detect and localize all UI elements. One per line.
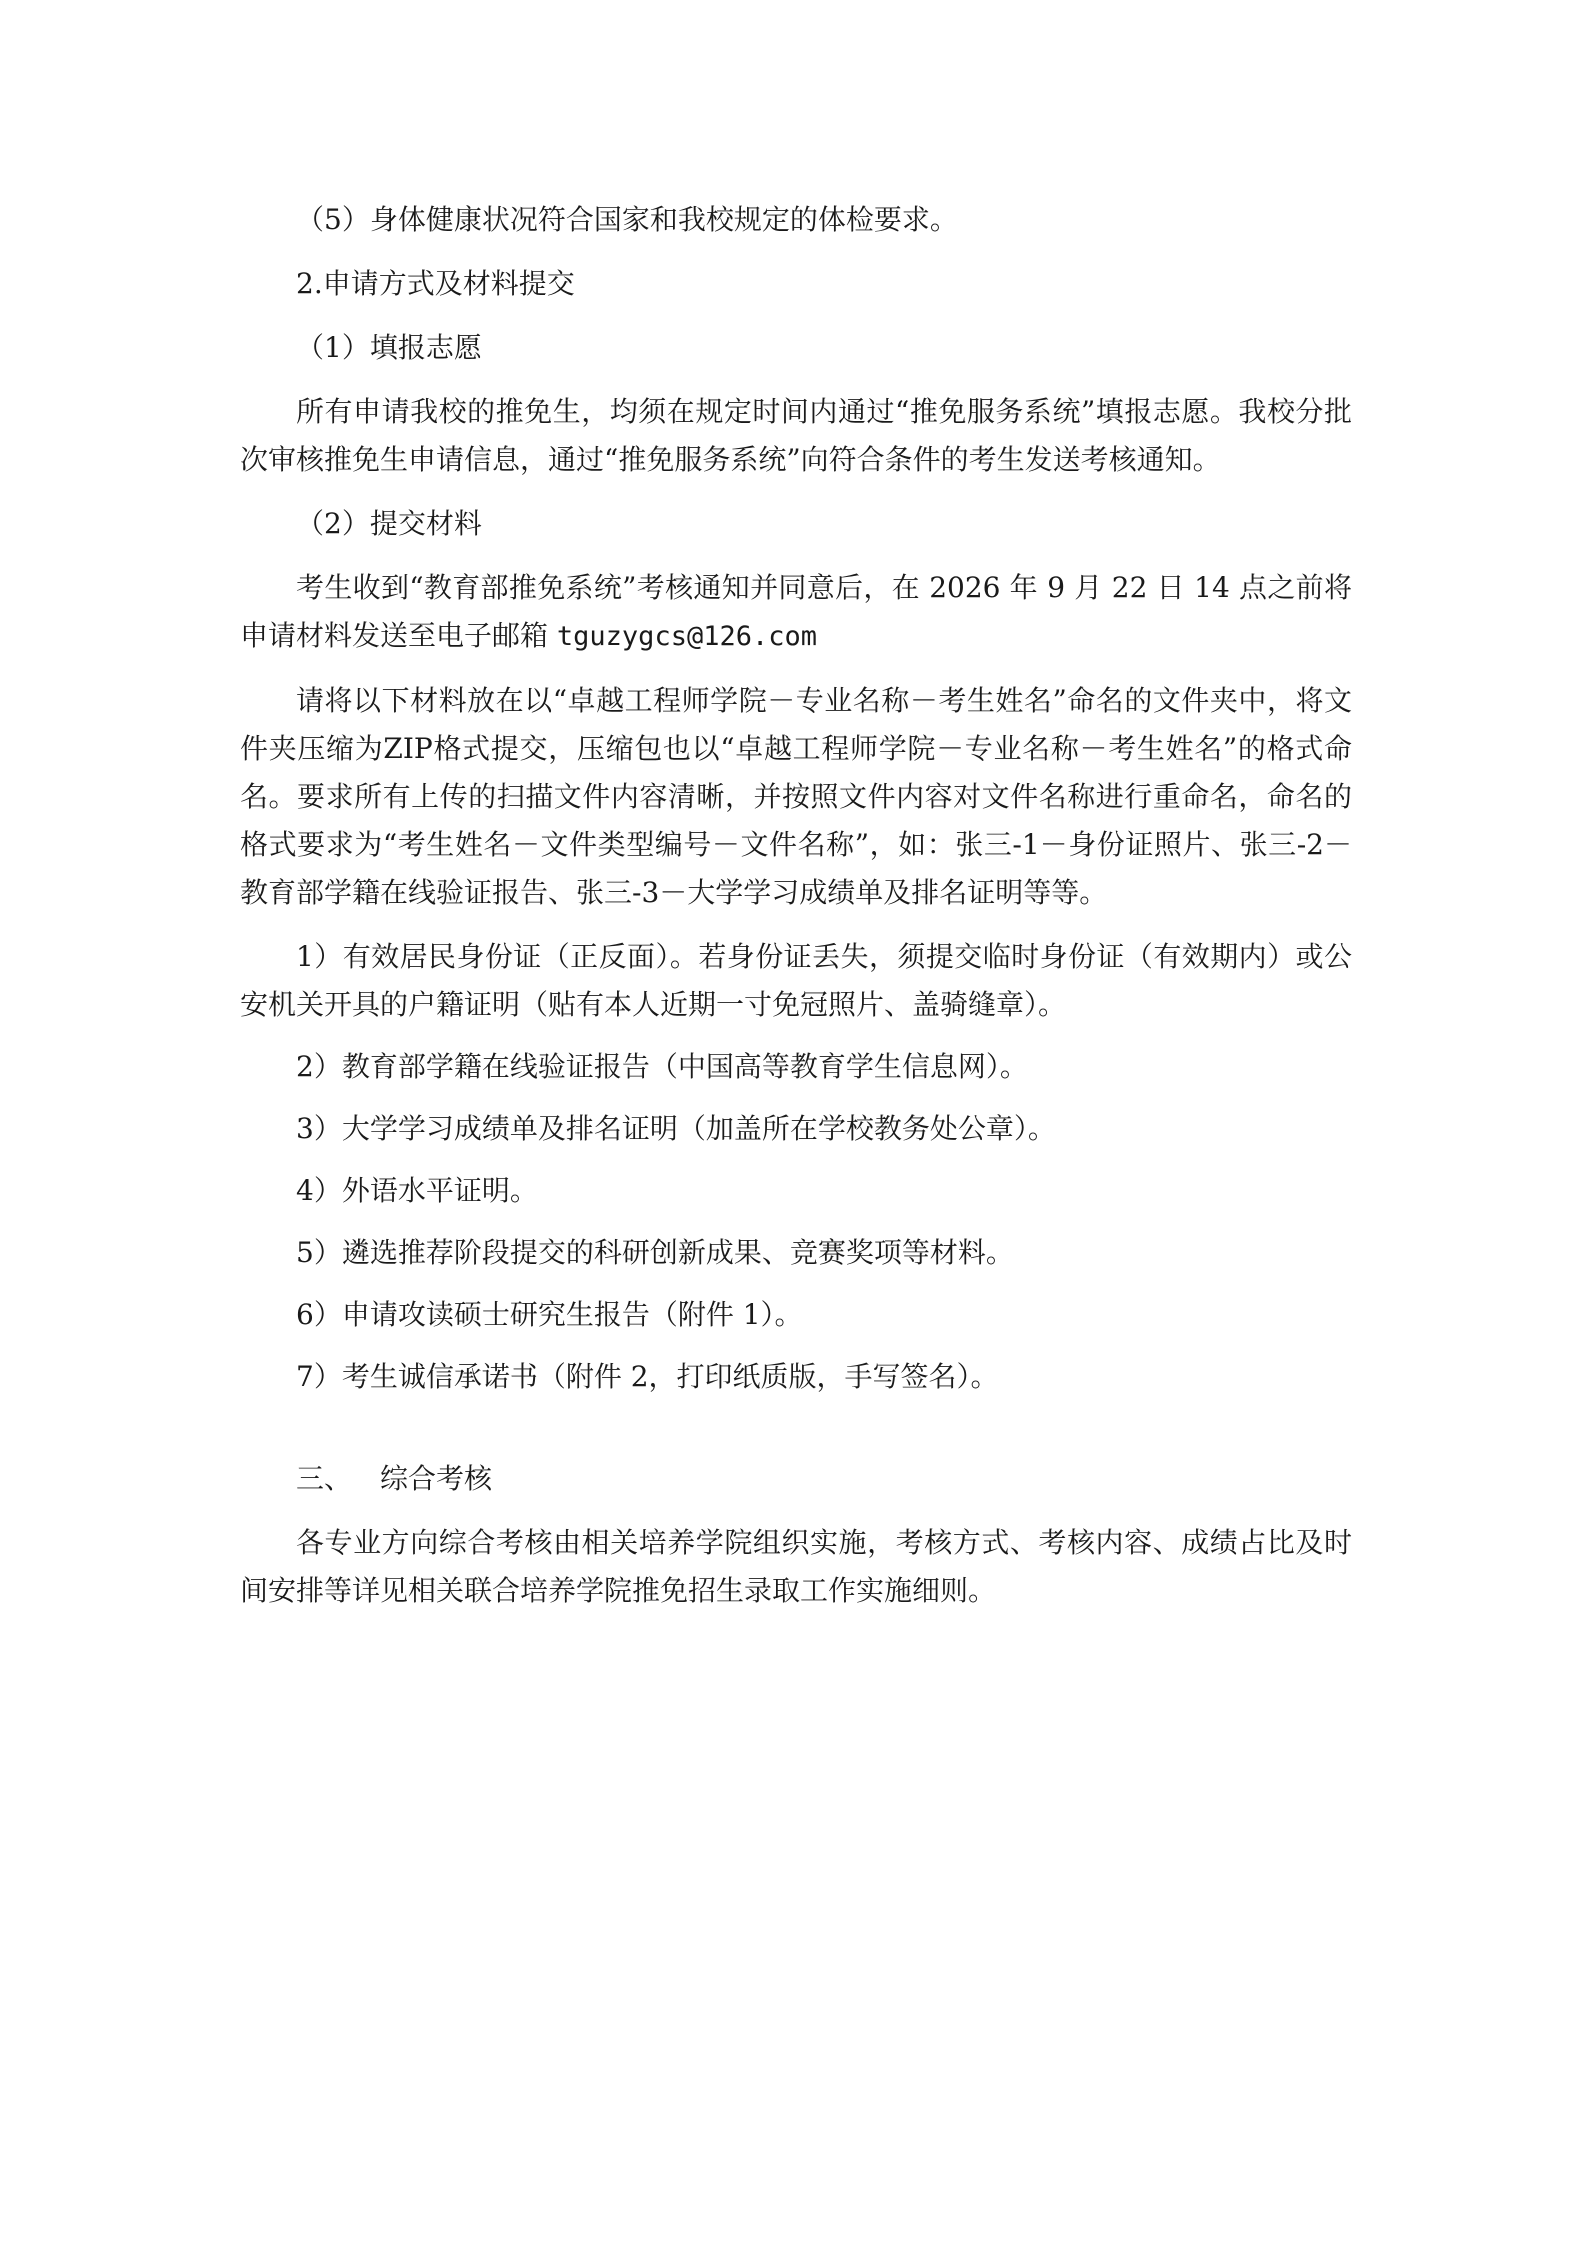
subsection-2-title: （2）提交材料 xyxy=(296,507,482,540)
material-item-2: 2）教育部学籍在线验证报告（中国高等教育学生信息网）。 xyxy=(296,1050,1028,1083)
subsection-1-title: （1）填报志愿 xyxy=(296,331,482,364)
section-3-heading xyxy=(240,1455,1352,1503)
section-3-body: 各专业方向综合考核由相关培养学院组织实施，考核方式、考核内容、成绩占比及时间安排等详见相关联合培养学院推免招生录取工作实施细则。 xyxy=(240,1526,1352,1607)
material-item-6: 6）申请攻读硕士研究生报告（附件 1）。 xyxy=(296,1298,803,1331)
document-page xyxy=(240,196,1352,1631)
material-item-7: 7）考生诚信承诺书（附件 2，打印纸质版，手写签名）。 xyxy=(296,1360,999,1393)
material-item-1: 1）有效居民身份证（正反面）。若身份证丢失，须提交临时身份证（有效期内）或公安机关开具的户籍证明（贴有本人近期一寸免冠照片、盖骑缝章）。 xyxy=(240,940,1352,1021)
section-2-title: 2.申请方式及材料提交 xyxy=(296,267,575,300)
material-item-5: 5）遴选推荐阶段提交的科研创新成果、竞赛奖项等材料。 xyxy=(296,1236,1014,1269)
subsection-2-body xyxy=(240,564,1352,661)
email-address: tguzygcs@126.com xyxy=(556,621,817,652)
material-item-4: 4）外语水平证明。 xyxy=(296,1174,538,1207)
naming-rules: 请将以下材料放在以“卓越工程师学院－专业名称－考生姓名”命名的文件夹中，将文件夹压缩为ZIP格式提交，压缩包也以“卓越工程师学院－专业名称－考生姓名”的格式命名。要求所有上传的扫描文件内容清晰，并按照文件内容对文件名称进行重命名，命名的格式要求为“考生姓名－文件类型编号－文件名称”，如：张三-1－身份证照片、张三-2－教育部学籍在线验证报告、张三-3－大学学习成绩单及排名证明等等。 xyxy=(240,684,1352,909)
section-3-title: 综合考核 xyxy=(380,1462,493,1495)
subsection-2-body-text: 考生收到“教育部推免系统”考核通知并同意后，在 2026 年 9 月 22 日 14 点之前将申请材料发送至电子邮箱 xyxy=(240,571,1352,652)
material-item-3: 3）大学学习成绩单及排名证明（加盖所在学校教务处公章）。 xyxy=(296,1112,1056,1145)
subsection-1-body: 所有申请我校的推免生，均须在规定时间内通过“推免服务系统”填报志愿。我校分批次审核推免生申请信息，通过“推免服务系统”向符合条件的考生发送考核通知。 xyxy=(240,395,1352,476)
section-3-number: 三、 xyxy=(296,1462,353,1495)
health-requirement: （5）身体健康状况符合国家和我校规定的体检要求。 xyxy=(296,203,958,236)
section-gap xyxy=(240,1415,1352,1455)
